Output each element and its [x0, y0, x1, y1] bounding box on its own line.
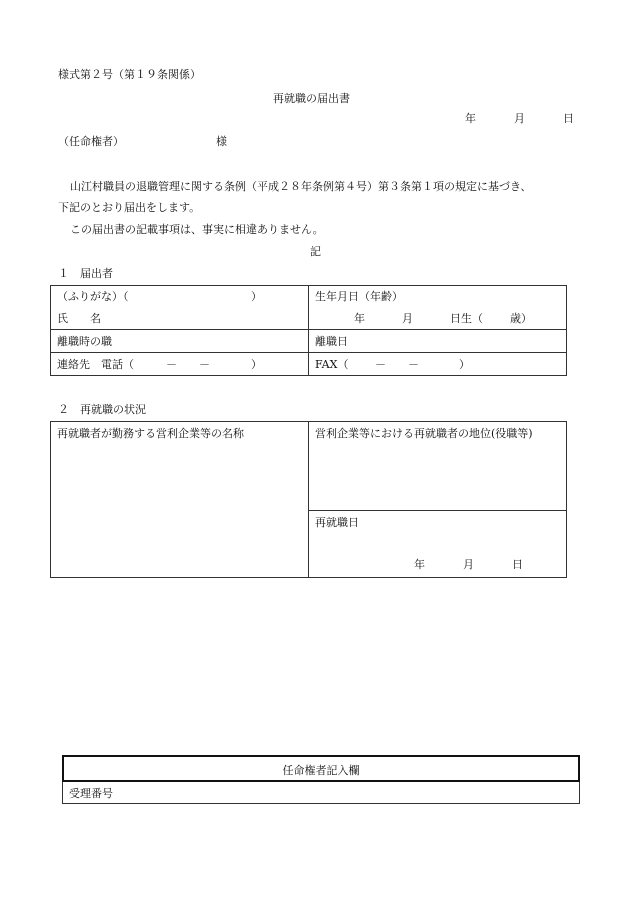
fax-label: FAX（: [315, 358, 349, 371]
phone-label: 連絡先 電話（: [57, 358, 134, 371]
truth-statement: この届出書の記載事項は、事実に相違ありません。: [70, 223, 324, 236]
furigana-close: ）: [251, 290, 262, 303]
retirement-date-cell[interactable]: [309, 330, 567, 353]
birth-age: 歳）: [510, 312, 532, 325]
name-cell[interactable]: [51, 286, 309, 330]
birth-year: 年: [354, 312, 365, 325]
applicant-table: [50, 285, 567, 376]
reemployment-day: 日: [512, 558, 523, 571]
furigana-label: （ふりがな）（: [57, 290, 129, 303]
receipt-number-label: 受理番号: [69, 787, 113, 800]
ki-heading: 記: [310, 245, 321, 258]
phone-cell[interactable]: [51, 353, 309, 376]
document-title: 再就職の届出書: [273, 92, 350, 105]
fax-dashes: － －: [375, 358, 419, 371]
reemployment-month: 月: [463, 558, 474, 571]
receipt-number-field[interactable]: [62, 782, 580, 804]
birthdate-cell[interactable]: [309, 286, 567, 330]
appointer-entry-title: 任命権者記入欄: [282, 764, 360, 777]
company-position-cell[interactable]: [309, 422, 567, 511]
declaration-line-1: 山江村職員の退職管理に関する条例（平成２８年条例第４号）第３条第１項の規定に基づき、: [70, 180, 532, 193]
company-name-cell[interactable]: [51, 422, 309, 578]
birth-day: 日生（: [450, 312, 483, 325]
position-at-retirement-cell[interactable]: [51, 330, 309, 353]
submission-date-month: 月: [514, 112, 525, 125]
declaration-line-2: 下記のとおり届出をします。: [58, 201, 201, 214]
section1-heading: １ 届出者: [58, 267, 113, 280]
submission-date-year: 年: [465, 112, 476, 125]
fax-cell[interactable]: [309, 353, 567, 376]
fax-close: ）: [459, 358, 470, 371]
reemployment-date-label: 再就職日: [315, 516, 359, 529]
birth-month: 月: [402, 312, 413, 325]
section2-heading: ２ 再就職の状況: [58, 403, 146, 416]
reemployment-table: [50, 421, 567, 578]
form-number: 様式第２号（第１９条関係）: [58, 68, 201, 81]
phone-close: ）: [251, 358, 262, 371]
reemployment-year: 年: [414, 558, 425, 571]
name-label: 氏 名: [57, 312, 101, 325]
company-name-label: 再就職者が勤務する営利企業等の名称: [57, 427, 244, 440]
submission-date-day: 日: [563, 112, 574, 125]
retirement-date-label: 離職日: [315, 335, 348, 348]
appointer-label: （任命権者）: [58, 135, 124, 148]
company-position-label: 営利企業等における再就職者の地位(役職等): [315, 427, 533, 440]
reemployment-date-cell[interactable]: [309, 511, 567, 578]
phone-dashes: － －: [166, 358, 210, 371]
appointer-entry-box-title: [62, 755, 580, 782]
position-at-retirement-label: 離職時の職: [57, 335, 112, 348]
birthdate-label: 生年月日（年齢）: [315, 290, 403, 303]
appointer-honorific: 様: [216, 135, 227, 148]
